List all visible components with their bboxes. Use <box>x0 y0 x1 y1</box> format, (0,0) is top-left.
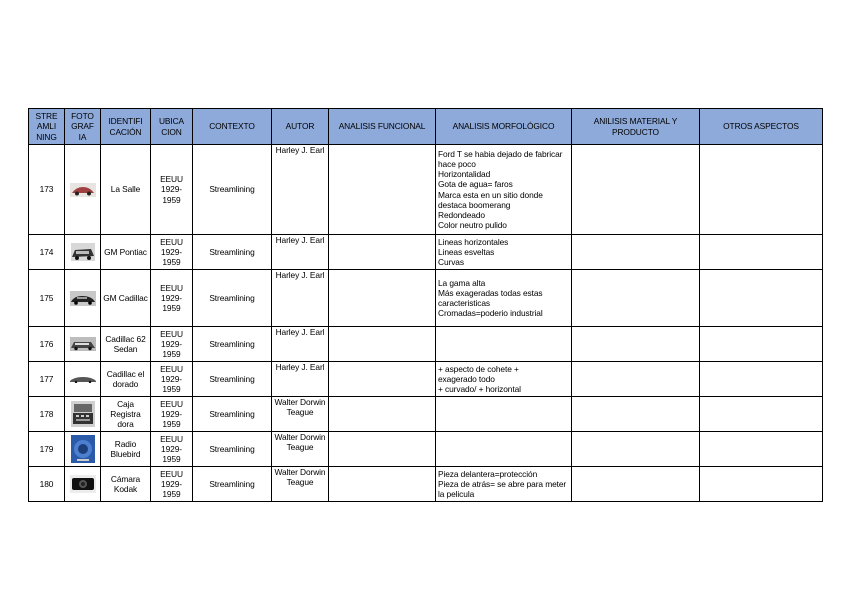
analisis-material-cell <box>572 432 700 467</box>
photo-cell <box>65 270 101 327</box>
table-row <box>29 432 823 467</box>
analisis-funcional-cell <box>329 270 436 327</box>
otros-aspectos-cell <box>700 432 823 467</box>
table-row <box>29 327 823 362</box>
photo-cell <box>65 235 101 270</box>
morfologico-line: Horizontalidad <box>438 169 491 179</box>
morfologico-line: exagerado todo <box>438 373 495 384</box>
analisis-material-cell <box>572 327 700 362</box>
ubicacion-cell: EEUU 1929-1959 <box>151 362 193 397</box>
analisis-morfologico-cell <box>436 145 572 235</box>
morfologico-line: Lineas esveltas <box>438 246 495 257</box>
table-row <box>29 235 823 270</box>
identificacion-cell: GM Cadillac <box>101 270 151 327</box>
morfologico-line: + aspecto de cohete + <box>438 363 519 374</box>
morfologico-line: Redondeado <box>438 210 485 220</box>
analisis-material-cell <box>572 397 700 432</box>
analisis-material-cell <box>572 362 700 397</box>
analisis-funcional-cell <box>329 397 436 432</box>
row-number: 176 <box>29 327 65 362</box>
streamlining-table <box>28 108 823 502</box>
morfologico-line: Ford T se habia dejado de fabricar hace poco <box>438 148 563 169</box>
header-analisis-funcional: ANALISIS FUNCIONAL <box>329 109 436 145</box>
autor-cell: Harley J. Earl <box>272 362 329 397</box>
table-row <box>29 362 823 397</box>
table-row <box>29 145 823 235</box>
radio-photo-icon <box>67 435 98 463</box>
morfologico-line: + curvado/ + horizontal <box>438 384 521 395</box>
ubicacion-cell: EEUU 1929-1959 <box>151 467 193 502</box>
identificacion-cell: Caja Registra dora <box>101 397 151 432</box>
header-autor: AUTOR <box>272 109 329 145</box>
analisis-funcional-cell <box>329 145 436 235</box>
otros-aspectos-cell <box>700 145 823 235</box>
analisis-morfologico-cell <box>436 270 572 327</box>
autor-cell: Harley J. Earl <box>272 145 329 235</box>
header-analisis-morfologico: ANALISIS MORFOLÓGICO <box>436 109 572 145</box>
photo-cell <box>65 362 101 397</box>
otros-aspectos-cell <box>700 327 823 362</box>
ubicacion-cell: EEUU 1929-1959 <box>151 235 193 270</box>
ubicacion-cell: EEUU 1929-1959 <box>151 327 193 362</box>
identificacion-cell: La Salle <box>101 145 151 235</box>
table-row <box>29 467 823 502</box>
analisis-morfologico-cell <box>436 467 572 502</box>
autor-cell: Harley J. Earl <box>272 235 329 270</box>
photo-cell <box>65 467 101 502</box>
identificacion-cell: Cámara Kodak <box>101 467 151 502</box>
analisis-funcional-cell <box>329 467 436 502</box>
autor-cell: Walter Dorwin Teague <box>272 432 329 467</box>
morfologico-line: Lineas horizontales <box>438 236 509 247</box>
car-photo-icon <box>67 183 98 197</box>
morfologico-line: Cromadas=poderio industrial <box>438 308 543 319</box>
autor-cell: Walter Dorwin Teague <box>272 467 329 502</box>
analisis-material-cell <box>572 467 700 502</box>
identificacion-cell: Radio Bluebird <box>101 432 151 467</box>
car-photo-icon <box>67 291 98 306</box>
analisis-funcional-cell <box>329 362 436 397</box>
contexto-cell: Streamlining <box>193 327 272 362</box>
analisis-material-cell <box>572 270 700 327</box>
identificacion-cell: Cadillac 62 Sedan <box>101 327 151 362</box>
analisis-morfologico-cell <box>436 235 572 270</box>
autor-cell: Walter Dorwin Teague <box>272 397 329 432</box>
row-number: 178 <box>29 397 65 432</box>
header-row <box>29 109 823 145</box>
contexto-cell: Streamlining <box>193 432 272 467</box>
row-number: 175 <box>29 270 65 327</box>
photo-cell <box>65 397 101 432</box>
morfologico-line: Curvas <box>438 257 464 268</box>
morfologico-line: Marca esta en un sitio donde destaca boomerang <box>438 189 543 210</box>
cash-register-photo-icon <box>67 401 98 427</box>
otros-aspectos-cell <box>700 397 823 432</box>
row-number: 179 <box>29 432 65 467</box>
ubicacion-cell: EEUU 1929-1959 <box>151 397 193 432</box>
morfologico-line: La gama alta <box>438 277 486 288</box>
identificacion-cell: GM Pontiac <box>101 235 151 270</box>
contexto-cell: Streamlining <box>193 467 272 502</box>
table-row <box>29 270 823 327</box>
morfologico-line: Pieza delantera=protección <box>438 468 538 479</box>
photo-cell <box>65 327 101 362</box>
header-analisis-material: ANILISIS MATERIAL Y PRODUCTO <box>572 109 700 145</box>
contexto-cell: Streamlining <box>193 270 272 327</box>
contexto-cell: Streamlining <box>193 397 272 432</box>
header-identificacion: IDENTIFI CACIÓN <box>101 109 151 145</box>
identificacion-cell: Cadillac el dorado <box>101 362 151 397</box>
analisis-funcional-cell <box>329 327 436 362</box>
header-streamlining: STRE AMLI NING <box>29 109 65 145</box>
contexto-cell: Streamlining <box>193 362 272 397</box>
autor-cell: Harley J. Earl <box>272 327 329 362</box>
ubicacion-cell: EEUU 1929-1959 <box>151 145 193 235</box>
analisis-material-cell <box>572 235 700 270</box>
camera-photo-icon <box>67 475 98 493</box>
header-fotografia: FOTO GRAF IA <box>65 109 101 145</box>
otros-aspectos-cell <box>700 235 823 270</box>
analisis-morfologico-cell <box>436 362 572 397</box>
photo-cell <box>65 145 101 235</box>
header-otros-aspectos: OTROS ASPECTOS <box>700 109 823 145</box>
morfologico-line: Más exageradas todas estas caracteristicas <box>438 287 543 308</box>
otros-aspectos-cell <box>700 362 823 397</box>
analisis-funcional-cell <box>329 432 436 467</box>
row-number: 180 <box>29 467 65 502</box>
contexto-cell: Streamlining <box>193 235 272 270</box>
ubicacion-cell: EEUU 1929-1959 <box>151 432 193 467</box>
car-photo-icon <box>67 375 98 383</box>
row-number: 177 <box>29 362 65 397</box>
header-ubicacion: UBICA CION <box>151 109 193 145</box>
photo-cell <box>65 432 101 467</box>
analisis-material-cell <box>572 145 700 235</box>
autor-cell: Harley J. Earl <box>272 270 329 327</box>
otros-aspectos-cell <box>700 270 823 327</box>
row-number: 174 <box>29 235 65 270</box>
header-contexto: CONTEXTO <box>193 109 272 145</box>
car-photo-icon <box>67 337 98 351</box>
analisis-morfologico-cell <box>436 327 572 362</box>
otros-aspectos-cell <box>700 467 823 502</box>
analisis-morfologico-cell <box>436 432 572 467</box>
morfologico-line: Gota de agua= faros <box>438 179 513 190</box>
analisis-funcional-cell <box>329 235 436 270</box>
analisis-morfologico-cell <box>436 397 572 432</box>
morfologico-line: Pieza de atrás= se abre para meter la pelicula <box>438 478 567 500</box>
row-number: 173 <box>29 145 65 235</box>
contexto-cell: Streamlining <box>193 145 272 235</box>
table-row <box>29 397 823 432</box>
ubicacion-cell: EEUU 1929-1959 <box>151 270 193 327</box>
car-photo-icon <box>67 243 98 261</box>
morfologico-line: Color neutro pulido <box>438 220 507 231</box>
